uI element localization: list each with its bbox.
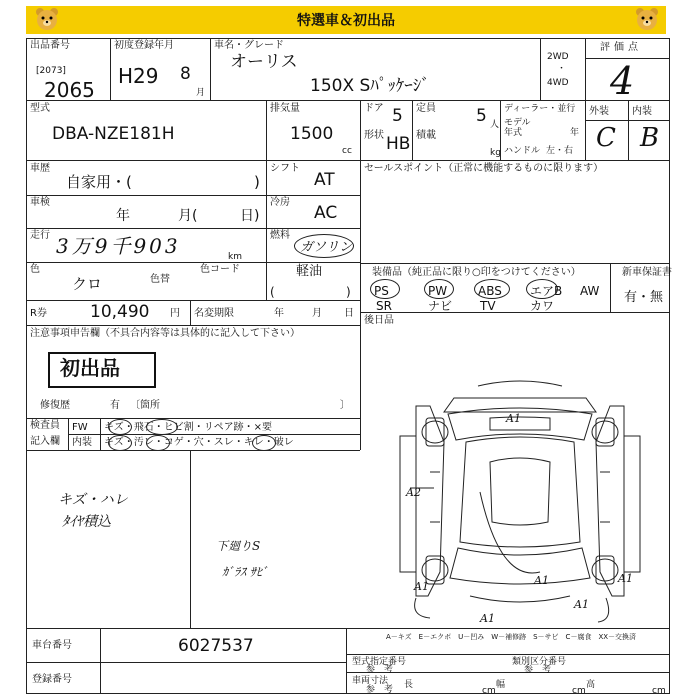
dimensions-reference-label: 参 考 [366, 685, 394, 695]
first-registration-month: 8 [180, 64, 191, 84]
equip-aw: AW [580, 284, 600, 298]
first-registration-label: 初度登録年月 [114, 40, 174, 51]
repair-history-label: 修復歴 [40, 400, 70, 411]
ac-label: 冷房 [270, 197, 290, 208]
classification-label: 類別区分番号 [512, 657, 567, 667]
fuel-gasoline: ガソリン [300, 240, 353, 255]
dealer-model-label: モデル [504, 118, 531, 128]
lot-number: 2065 [44, 78, 95, 102]
equip-circle-mark [370, 279, 400, 299]
handle-value: 左・右 [546, 146, 574, 156]
equip-tv: TV [480, 299, 496, 313]
drive-2wd: 2WD [547, 52, 569, 62]
inspector-label: 検査員 [30, 420, 60, 431]
chip-circle-mark [146, 419, 178, 435]
history-label: 車歴 [30, 163, 50, 174]
dealer-year-unit: 年 [570, 128, 580, 138]
model-label: 型式 [30, 103, 50, 114]
handwritten-note: ｶﾞﾗｽ ｻﾋﾞ [222, 565, 268, 579]
width-label: 幅 [496, 680, 506, 690]
chassis-number-label: 車台番号 [32, 640, 72, 651]
tax-label: 名変期限 [194, 308, 234, 319]
capacity-value: 5 [476, 106, 487, 126]
car-name-label: 車名・グレード [214, 40, 284, 51]
equip-circle-mark [526, 279, 558, 299]
scratch-circle-mark [108, 419, 132, 435]
equip-circle-mark [424, 279, 454, 299]
damage-mark-trunk: A1 [534, 574, 549, 587]
inspector-entry-label: 記入欄 [30, 436, 60, 447]
repair-history-value: 有 [110, 400, 120, 411]
equip-leather: カワ [530, 299, 555, 313]
repair-history-close: 〕 [340, 400, 350, 411]
capacity-label: 定員 [416, 103, 436, 114]
sales-point-label: セールスポイント（正常に機能するものに限ります） [364, 163, 604, 174]
fuel-diesel: 軽油 [296, 264, 323, 279]
recycle-unit: 円 [170, 308, 180, 319]
height-unit: cm [652, 686, 666, 696]
history-close: ) [254, 173, 260, 191]
repair-history-bracket: 〔箇所 [130, 400, 160, 411]
damage-mark-left-door: A2 [406, 486, 421, 499]
damage-mark-bumper: A1 [574, 598, 589, 611]
bear-mascot-icon [34, 7, 60, 31]
car-grade: 150X Sﾊﾟｯｹｰｼﾞ [310, 76, 430, 96]
handwritten-note: キズ・ハレ [58, 492, 128, 508]
color-value: クロ [72, 275, 103, 293]
fuel-paren-close: ) [346, 285, 351, 299]
displacement-label: 排気量 [270, 103, 300, 114]
mileage-label: 走行 [30, 230, 50, 241]
capacity-unit: 人 [490, 120, 500, 130]
length-label: 長 [404, 680, 414, 690]
equip-airbag: エアB [530, 284, 563, 298]
page-title: 特選車＆初出品 [297, 13, 395, 29]
color-code-label: 色コード [200, 264, 240, 275]
dealer-label: ディーラー・並行 [504, 104, 576, 114]
type-designation-label: 型式指定番号 [352, 657, 407, 667]
equip-sr: SR [376, 299, 392, 313]
interior-label: 内装 [632, 106, 652, 117]
color-label: 色 [30, 264, 40, 275]
scratch-circle-mark [108, 435, 132, 451]
inspector-row2: キズ・汚レ・コゲ・穴・スレ・キレ・破レ [104, 437, 294, 448]
equip-pw: PW [428, 284, 448, 298]
fuel-label: 燃料 [270, 230, 290, 241]
damage-mark-rear-bumper: A1 [480, 612, 495, 625]
first-listing-stamp [48, 352, 156, 388]
tax-year: 年 [274, 308, 284, 319]
handwritten-note: 下廻りS [216, 539, 261, 553]
inspection-day: 日) [240, 208, 260, 224]
width-unit: cm [572, 686, 586, 696]
car-damage-diagram [370, 372, 670, 628]
displacement-value: 1500 [290, 124, 334, 144]
header-banner [26, 6, 666, 34]
damage-mark-rear-right: A1 [618, 572, 633, 585]
stain-circle-mark [146, 435, 170, 451]
exterior-label: 外装 [589, 106, 609, 117]
exterior-grade: C [596, 123, 616, 153]
car-name: オーリス [230, 52, 298, 72]
lot-sub-number: [2073] [36, 66, 66, 76]
doors-label: ドア [364, 103, 384, 114]
tax-day: 日 [344, 308, 354, 319]
registration-number-label: 登録番号 [32, 674, 72, 685]
inspector-fw: FW [72, 422, 88, 433]
inspection-label: 車検 [30, 197, 50, 208]
rating-label: 評価点 [600, 42, 642, 53]
drive-dot: ・ [557, 64, 567, 74]
type-reference-label: 参 考 [366, 665, 394, 675]
model-value: DBA-NZE181H [52, 124, 175, 144]
new-warranty-label: 新車保証書 [622, 267, 672, 278]
mileage-unit: km [228, 252, 242, 262]
new-warranty-value: 有・無 [624, 290, 664, 305]
interior-grade: B [640, 123, 660, 153]
first-listing-stamp-text: 初出品 [60, 356, 120, 380]
month-unit: 月 [196, 88, 206, 98]
recycle-label: R券 [30, 308, 47, 319]
shift-value: AT [314, 170, 335, 190]
history-value: 自家用・( [66, 173, 132, 191]
shape-label: 形状 [364, 130, 384, 141]
chassis-number: 6027537 [178, 636, 254, 656]
damage-mark-hood: A1 [506, 412, 521, 425]
equipment-label: 装備品（純正品に限り○印をつけてください） [372, 267, 581, 278]
notes-label: 注意事項申告欄（不具合内容等は具体的に記入して下さい） [30, 328, 300, 339]
doors-value: 5 [392, 106, 403, 126]
class-reference-label: 参 考 [524, 665, 552, 675]
equip-ps: PS [374, 284, 389, 298]
height-label: 高 [586, 680, 596, 690]
equip-circle-mark [474, 279, 510, 299]
load-label: 積載 [416, 130, 436, 141]
equip-abs: ABS [478, 284, 502, 298]
drive-4wd: 4WD [547, 78, 569, 88]
handle-label: ハンドル [504, 146, 541, 156]
displacement-unit: cc [342, 146, 352, 156]
damage-legend: A－キズ E－エクボ U－凹み W－補修跡 S－サビ C－腐食 XX－交換済 [386, 633, 637, 641]
recycle-value: 10,490 [90, 302, 150, 322]
first-registration-year: H29 [118, 64, 159, 88]
length-unit: cm [482, 686, 496, 696]
fuel-circle-mark [294, 234, 354, 258]
color-change-label: 色替 [150, 274, 170, 285]
tax-month: 月 [312, 308, 322, 319]
dimensions-label: 車両寸法 [352, 676, 389, 686]
inspector-interior: 内装 [72, 437, 92, 448]
wear-circle-mark [252, 435, 276, 451]
damage-mark-rear-left: A1 [414, 580, 429, 593]
dealer-year-label: 年式 [504, 128, 523, 138]
inspection-year: 年 [116, 208, 130, 224]
inspection-month: 月( [178, 208, 198, 224]
mileage-value: 3万9千903 [56, 234, 181, 258]
load-unit: kg [490, 148, 501, 158]
equip-navi: ナビ [428, 299, 453, 313]
bear-mascot-icon [634, 7, 660, 31]
ac-value: AC [314, 203, 338, 223]
shape-value: HB [386, 134, 411, 154]
shift-label: シフト [270, 163, 300, 174]
lot-number-label: 出品番号 [30, 40, 70, 51]
fuel-paren-open: ( [270, 285, 275, 299]
rating-score: 4 [610, 59, 635, 103]
rear-items-label: 後日品 [364, 315, 394, 326]
inspector-row1: キズ・飛石・ヒビ割・リペア跡・×要 [104, 422, 272, 433]
handwritten-note: ﾀｲﾔ積込 [62, 514, 111, 530]
